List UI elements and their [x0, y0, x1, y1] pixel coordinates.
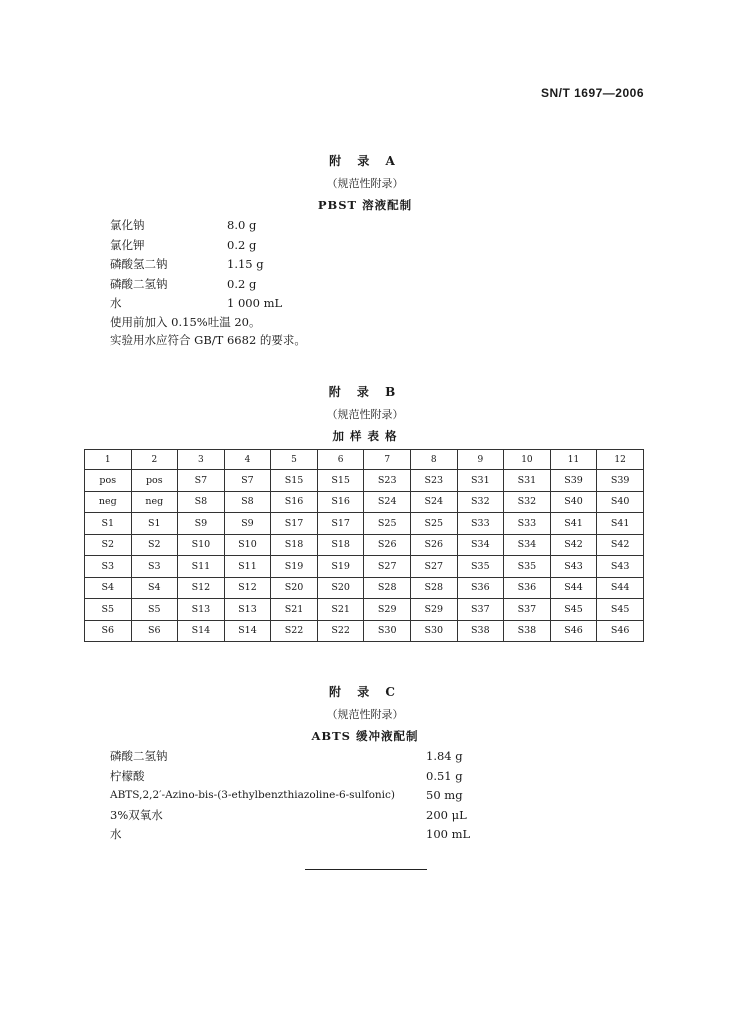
- table-cell: S13: [224, 599, 271, 621]
- table-cell: S32: [457, 491, 504, 513]
- table-cell: neg: [85, 491, 132, 513]
- reagent-name: 柠檬酸: [110, 768, 145, 783]
- table-cell: S5: [85, 599, 132, 621]
- table-cell: S34: [504, 534, 551, 556]
- table-cell: S20: [271, 577, 318, 599]
- reagent-name: 3%双氧水: [110, 807, 163, 822]
- table-row: [85, 620, 644, 642]
- column-header: 7: [364, 450, 411, 470]
- table-cell: S38: [457, 620, 504, 642]
- table-cell: S30: [364, 620, 411, 642]
- reagent-amount: 1 000 mL: [227, 296, 283, 310]
- table-cell: S4: [85, 577, 132, 599]
- table-cell: S40: [597, 491, 644, 513]
- table-cell: S11: [224, 556, 271, 578]
- table-row: [85, 556, 644, 578]
- table-cell: S16: [317, 491, 364, 513]
- annex-b-type: （规范性附录）: [326, 408, 404, 421]
- table-cell: S11: [178, 556, 225, 578]
- column-header: 8: [410, 450, 457, 470]
- table-cell: S31: [457, 470, 504, 492]
- table-cell: S10: [178, 534, 225, 556]
- table-cell: S14: [178, 620, 225, 642]
- table-cell: S3: [131, 556, 178, 578]
- reagent-amount: 100 mL: [426, 827, 471, 841]
- reagent-row: [110, 216, 282, 236]
- column-header: 5: [271, 450, 318, 470]
- reagent-row: [110, 806, 470, 826]
- annex-a-note: 使用前加入 0.15%吐温 20。: [110, 315, 261, 329]
- table-cell: S24: [364, 491, 411, 513]
- column-header: 6: [317, 450, 364, 470]
- table-cell: S18: [317, 534, 364, 556]
- table-cell: S23: [410, 470, 457, 492]
- column-header: 3: [178, 450, 225, 470]
- table-cell: S7: [224, 470, 271, 492]
- table-cell: S28: [410, 577, 457, 599]
- standard-code: SN/T 1697—2006: [540, 86, 644, 100]
- table-cell: S17: [271, 513, 318, 535]
- table-cell: S3: [85, 556, 132, 578]
- table-row: [85, 470, 644, 492]
- column-header: 9: [457, 450, 504, 470]
- annex-c-title: 附 录 C: [329, 685, 401, 699]
- reagent-name: 氯化钾: [110, 237, 145, 252]
- table-cell: S39: [550, 470, 597, 492]
- table-cell: S33: [504, 513, 551, 535]
- table-cell: S36: [504, 577, 551, 599]
- table-cell: S46: [597, 620, 644, 642]
- reagent-name: 磷酸氢二钠: [110, 257, 168, 271]
- column-header: 12: [597, 450, 644, 470]
- table-cell: S33: [457, 513, 504, 535]
- annex-a-title: 附 录 A: [329, 154, 401, 168]
- annex-a-heading: [0, 152, 730, 213]
- plate-layout-table: [84, 449, 644, 642]
- reagent-row: [110, 255, 282, 275]
- annex-a-note: 实验用水应符合 GB/T 6682 的要求。: [110, 333, 306, 347]
- reagent-name: 磷酸二氢钠: [110, 749, 168, 763]
- table-cell: S46: [550, 620, 597, 642]
- table-cell: S41: [597, 513, 644, 535]
- table-header-row: [85, 450, 644, 470]
- table-cell: S24: [410, 491, 457, 513]
- table-cell: S7: [178, 470, 225, 492]
- table-cell: S38: [504, 620, 551, 642]
- table-cell: S6: [131, 620, 178, 642]
- annex-c-reagent-list: [110, 747, 470, 845]
- reagent-amount: 0.51 g: [426, 768, 463, 783]
- table-cell: S1: [85, 513, 132, 535]
- table-cell: S30: [410, 620, 457, 642]
- table-cell: S10: [224, 534, 271, 556]
- reagent-amount: 8.0 g: [227, 218, 257, 232]
- table-cell: S5: [131, 599, 178, 621]
- annex-a-reagent-list: [110, 216, 282, 314]
- table-cell: S26: [364, 534, 411, 556]
- reagent-amount: 0.2 g: [227, 276, 257, 291]
- table-cell: S4: [131, 577, 178, 599]
- reagent-amount: 50 mg: [426, 788, 463, 802]
- reagent-row: [110, 294, 282, 314]
- column-header: 10: [504, 450, 551, 470]
- reagent-name: 磷酸二氢钠: [110, 276, 168, 291]
- table-cell: neg: [131, 491, 178, 513]
- table-cell: S12: [178, 577, 225, 599]
- table-cell: S44: [597, 577, 644, 599]
- table-cell: S45: [550, 599, 597, 621]
- table-cell: S13: [178, 599, 225, 621]
- annex-b-title: 附 录 B: [328, 385, 402, 399]
- table-row: [85, 599, 644, 621]
- table-cell: S29: [410, 599, 457, 621]
- table-cell: S25: [410, 513, 457, 535]
- annex-c-heading: [0, 683, 730, 744]
- table-row: [85, 577, 644, 599]
- reagent-amount: 1.84 g: [426, 749, 463, 763]
- column-header: 11: [550, 450, 597, 470]
- table-cell: S42: [597, 534, 644, 556]
- reagent-amount: 200 μL: [426, 807, 467, 822]
- reagent-row: [110, 236, 282, 256]
- table-cell: S45: [597, 599, 644, 621]
- table-cell: S8: [178, 491, 225, 513]
- table-cell: S21: [271, 599, 318, 621]
- reagent-amount: 1.15 g: [227, 257, 264, 271]
- table-cell: S15: [271, 470, 318, 492]
- annex-a-subject: PBST 溶液配制: [317, 198, 413, 212]
- annex-c-subject: ABTS 缓冲液配制: [311, 729, 419, 743]
- column-header: 4: [224, 450, 271, 470]
- table-cell: S37: [504, 599, 551, 621]
- table-cell: S23: [364, 470, 411, 492]
- table-cell: S34: [457, 534, 504, 556]
- table-cell: S15: [317, 470, 364, 492]
- reagent-row: [110, 786, 470, 806]
- table-cell: S9: [224, 513, 271, 535]
- reagent-row: [110, 275, 282, 295]
- table-cell: S35: [504, 556, 551, 578]
- table-cell: S32: [504, 491, 551, 513]
- table-cell: S19: [271, 556, 318, 578]
- annex-a-type: （规范性附录）: [326, 177, 404, 190]
- table-row: [85, 534, 644, 556]
- table-cell: S27: [364, 556, 411, 578]
- table-cell: S21: [317, 599, 364, 621]
- table-cell: S6: [85, 620, 132, 642]
- end-rule: [305, 869, 427, 870]
- table-cell: S29: [364, 599, 411, 621]
- reagent-row: [110, 825, 470, 845]
- table-cell: S2: [85, 534, 132, 556]
- reagent-amount: 0.2 g: [227, 237, 257, 252]
- table-cell: S20: [317, 577, 364, 599]
- reagent-row: [110, 747, 470, 767]
- annex-a-notes: [110, 313, 306, 349]
- table-cell: S25: [364, 513, 411, 535]
- column-header: 2: [131, 450, 178, 470]
- table-cell: S8: [224, 491, 271, 513]
- table-cell: S1: [131, 513, 178, 535]
- table-cell: S37: [457, 599, 504, 621]
- table-cell: S35: [457, 556, 504, 578]
- table-cell: S22: [317, 620, 364, 642]
- table-cell: S40: [550, 491, 597, 513]
- annex-b-subject: 加 样 表 格: [332, 429, 398, 443]
- reagent-row: [110, 767, 470, 787]
- table-cell: S17: [317, 513, 364, 535]
- table-cell: S43: [550, 556, 597, 578]
- reagent-name: 水: [110, 827, 122, 841]
- reagent-name: 水: [110, 296, 122, 310]
- table-cell: pos: [85, 470, 132, 492]
- table-cell: S27: [410, 556, 457, 578]
- table-cell: S16: [271, 491, 318, 513]
- annex-c-type: （规范性附录）: [326, 708, 404, 721]
- table-cell: S2: [131, 534, 178, 556]
- table-cell: S31: [504, 470, 551, 492]
- reagent-name: 氯化钠: [110, 218, 145, 232]
- table-cell: pos: [131, 470, 178, 492]
- table-row: [85, 491, 644, 513]
- table-cell: S43: [597, 556, 644, 578]
- table-row: [85, 513, 644, 535]
- table-cell: S41: [550, 513, 597, 535]
- table-cell: S12: [224, 577, 271, 599]
- table-cell: S36: [457, 577, 504, 599]
- table-cell: S19: [317, 556, 364, 578]
- annex-b-heading: [0, 383, 730, 444]
- table-cell: S14: [224, 620, 271, 642]
- table-cell: S44: [550, 577, 597, 599]
- table-cell: S28: [364, 577, 411, 599]
- table-cell: S26: [410, 534, 457, 556]
- table-cell: S9: [178, 513, 225, 535]
- table-cell: S22: [271, 620, 318, 642]
- column-header: 1: [85, 450, 132, 470]
- table-cell: S42: [550, 534, 597, 556]
- reagent-name: ABTS,2,2′-Azino-bis-(3-ethylbenzthiazoline-6-sulfonic): [110, 789, 395, 801]
- table-cell: S18: [271, 534, 318, 556]
- table-cell: S39: [597, 470, 644, 492]
